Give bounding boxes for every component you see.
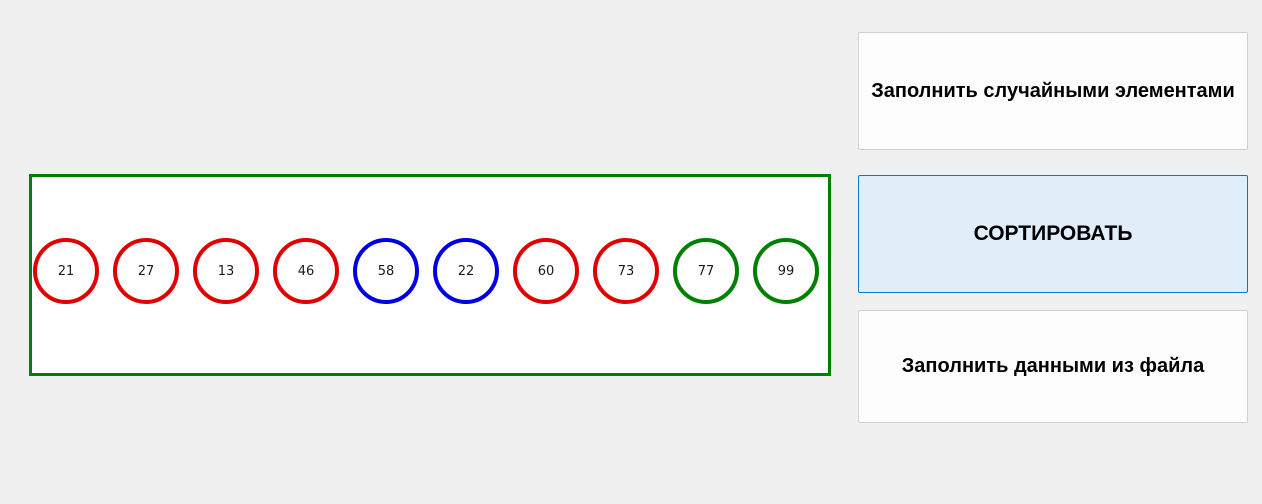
array-element-node: 13 (193, 238, 259, 304)
array-element-node: 99 (753, 238, 819, 304)
array-element-node: 27 (113, 238, 179, 304)
array-element-node: 46 (273, 238, 339, 304)
array-element-node: 77 (673, 238, 739, 304)
fill-from-file-button[interactable]: Заполнить данными из файла (858, 310, 1248, 423)
array-visualization-panel (29, 174, 831, 376)
sort-button[interactable]: СОРТИРОВАТЬ (858, 175, 1248, 293)
array-element-node: 22 (433, 238, 499, 304)
array-element-node: 60 (513, 238, 579, 304)
array-element-node: 58 (353, 238, 419, 304)
array-element-node: 21 (33, 238, 99, 304)
array-element-node: 73 (593, 238, 659, 304)
fill-random-button[interactable]: Заполнить случайными элементами (858, 32, 1248, 150)
